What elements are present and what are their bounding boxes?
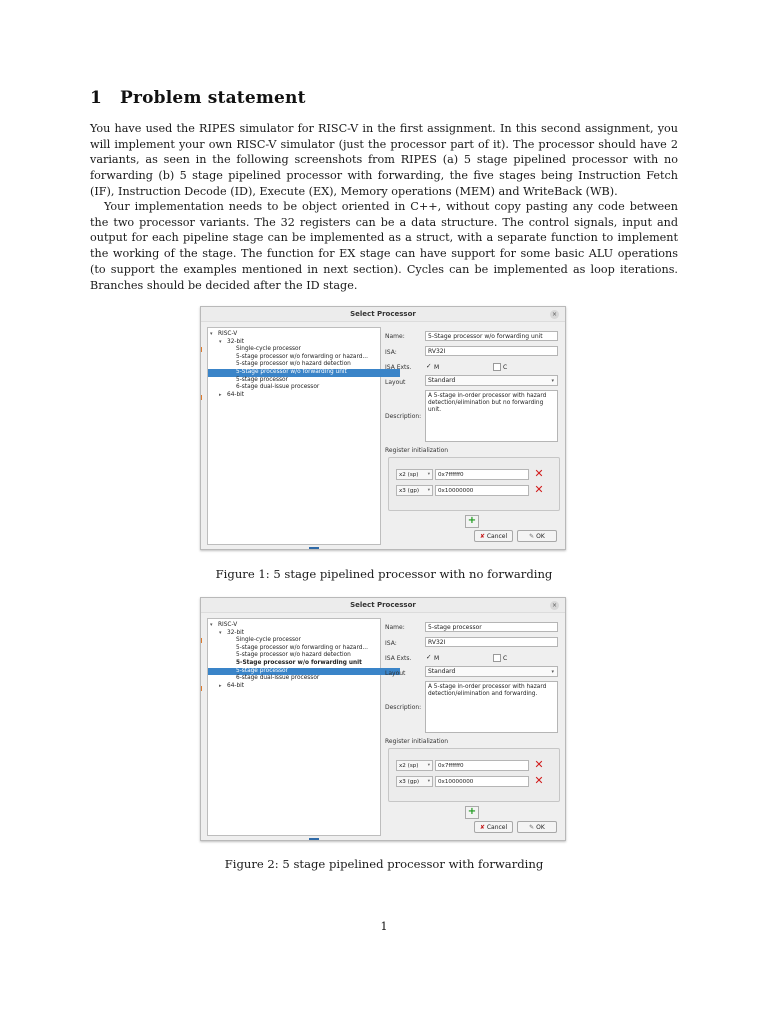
m-extension-check-icon[interactable]: ✓ xyxy=(426,362,432,370)
register-init-label: Register initialization xyxy=(385,447,449,454)
tree-item[interactable] xyxy=(208,377,400,385)
tree-item[interactable] xyxy=(208,622,382,630)
isa-label: ISA: xyxy=(385,640,397,647)
tree-item-label: 32-bit xyxy=(227,338,245,345)
c-extension-label: C xyxy=(503,364,508,371)
isa-exts-label: ISA Exts. xyxy=(385,364,412,371)
tree-item-label: 64-bit xyxy=(227,682,245,689)
c-extension-label: C xyxy=(503,655,508,662)
tree-item-label: 5-Stage processor w/o forwarding unit xyxy=(236,660,362,666)
cancel-icon: ✘ xyxy=(479,824,485,831)
cancel-label: Cancel xyxy=(486,533,508,540)
tree-item[interactable] xyxy=(208,637,400,645)
dialog-title: Select Processor xyxy=(201,598,565,613)
tree-item[interactable] xyxy=(208,392,391,400)
tree-item[interactable] xyxy=(208,645,400,653)
layout-select[interactable] xyxy=(425,666,558,677)
dialog-title: Select Processor xyxy=(201,307,565,322)
section-title: Problem statement xyxy=(120,88,306,108)
collapse-arrow-icon[interactable]: ▾ xyxy=(219,629,222,636)
register-select[interactable] xyxy=(396,760,433,771)
tree-item-label: 5-Stage processor w/o forwarding unit xyxy=(236,369,347,375)
chevron-down-icon: ▾ xyxy=(427,488,430,493)
name-field[interactable]: 5-Stage processor w/o forwarding unit xyxy=(425,331,558,341)
tree-item[interactable] xyxy=(208,683,391,691)
processor-tree[interactable] xyxy=(207,618,381,836)
isa-label: ISA: xyxy=(385,349,397,356)
ok-label: OK xyxy=(536,533,545,540)
tree-item[interactable] xyxy=(208,339,391,347)
c-extension-checkbox[interactable] xyxy=(493,654,501,662)
isa-field[interactable]: RV32I xyxy=(425,346,558,356)
tree-item[interactable] xyxy=(208,331,382,339)
chevron-down-icon: ▾ xyxy=(427,763,430,768)
close-icon[interactable]: × xyxy=(551,602,558,609)
chevron-down-icon: ▾ xyxy=(427,779,430,784)
ok-label: OK xyxy=(536,824,545,831)
cancel-button[interactable] xyxy=(474,821,513,833)
tree-item-label: 64-bit xyxy=(227,391,245,398)
tree-item-label: Single-cycle processor xyxy=(236,346,301,353)
register-select[interactable] xyxy=(396,485,433,496)
select-processor-dialog-1 xyxy=(200,306,566,550)
register-name: x3 (gp) xyxy=(399,779,420,785)
collapse-arrow-icon[interactable]: ▾ xyxy=(210,331,213,337)
side-marker xyxy=(200,347,202,352)
expand-arrow-icon[interactable]: ▸ xyxy=(219,391,222,398)
tree-item[interactable] xyxy=(208,660,400,668)
tree-item-label: 5-stage processor w/o hazard detection xyxy=(236,652,351,659)
tree-item[interactable] xyxy=(208,369,400,377)
page-number: 1 xyxy=(380,920,388,933)
window-edge-tab xyxy=(309,838,319,841)
side-marker xyxy=(200,686,202,691)
paragraph-intro: You have used the RIPES simulator for RISC-V in the first assignment. In this second assignment, you will implement your own RISC-V simulator (just the processor part of it). The processor should have 2 variants, as seen in the following screenshots from RIPES (a) 5 stage pipelined processor with no forwarding (b) 5 stage pipelined processor with forwarding, the five stages being Instruction Fetch (IF), Instruction Decode (ID), Execute (EX), Memory operations (MEM) and WriteBack (WB). xyxy=(90,122,678,198)
tree-item[interactable] xyxy=(208,652,400,660)
window-edge-tab xyxy=(309,547,319,550)
tree-item-label: 5-stage processor xyxy=(236,667,288,674)
delete-register-icon[interactable]: ✕ xyxy=(534,758,544,771)
tree-item-label: 5-stage processor w/o hazard detection xyxy=(236,361,351,368)
delete-register-icon[interactable]: ✕ xyxy=(534,467,544,480)
layout-label: Layout xyxy=(385,379,406,386)
processor-tree[interactable] xyxy=(207,327,381,545)
chevron-down-icon: ▾ xyxy=(427,472,430,477)
tree-item[interactable] xyxy=(208,630,391,638)
register-name: x2 (sp) xyxy=(399,763,419,769)
tree-item-label: 6-stage dual-issue processor xyxy=(236,384,320,391)
tree-item-label: RISC-V xyxy=(218,622,238,628)
register-name: x3 (gp) xyxy=(399,488,420,494)
add-register-button[interactable]: + xyxy=(465,515,479,528)
side-marker xyxy=(200,638,202,643)
tree-item[interactable] xyxy=(208,361,400,369)
name-label: Name: xyxy=(385,333,405,340)
isa-exts-label: ISA Exts. xyxy=(385,655,412,662)
cancel-icon: ✘ xyxy=(479,533,485,540)
section-number: 1 xyxy=(90,88,103,108)
chevron-down-icon: ▾ xyxy=(551,378,554,384)
ok-button[interactable] xyxy=(517,821,557,833)
description-field[interactable]: A 5-stage in-order processor with hazard detection/elimination but no forwarding unit. xyxy=(425,390,558,442)
delete-register-icon[interactable]: ✕ xyxy=(534,483,544,496)
register-value-field[interactable]: 0x7ffffff0 xyxy=(435,760,529,771)
cancel-label: Cancel xyxy=(486,824,508,831)
layout-value: Standard xyxy=(428,377,456,384)
tree-item[interactable] xyxy=(208,675,400,683)
description-field[interactable]: A 5-stage in-order processor with hazard detection/elimination and forwarding. xyxy=(425,681,558,733)
expand-arrow-icon[interactable]: ▸ xyxy=(219,682,222,689)
tree-item-label: 5-stage processor w/o forwarding or hazard... xyxy=(236,644,368,651)
tree-item[interactable] xyxy=(208,354,400,362)
select-processor-dialog-2 xyxy=(200,597,566,841)
chevron-down-icon: ▾ xyxy=(551,669,554,675)
tree-item-label: 5-stage processor w/o forwarding or hazard... xyxy=(236,353,368,360)
register-init-label: Register initialization xyxy=(385,738,449,745)
name-label: Name: xyxy=(385,624,405,631)
tree-item-label: 32-bit xyxy=(227,629,245,636)
m-extension-check-icon[interactable]: ✓ xyxy=(426,653,432,661)
tree-item-label: Single-cycle processor xyxy=(236,637,301,644)
c-extension-checkbox[interactable] xyxy=(493,363,501,371)
collapse-arrow-icon[interactable]: ▾ xyxy=(210,622,213,628)
register-value-field[interactable]: 0x7ffffff0 xyxy=(435,469,529,480)
register-value-field[interactable]: 0x10000000 xyxy=(435,485,529,496)
tree-item-label: RISC-V xyxy=(218,331,238,337)
register-select[interactable] xyxy=(396,776,433,787)
m-extension-label: M xyxy=(434,655,440,662)
collapse-arrow-icon[interactable]: ▾ xyxy=(219,338,222,345)
layout-label: Layout xyxy=(385,670,406,677)
name-field[interactable]: 5-stage processor xyxy=(425,622,558,632)
description-label: Description: xyxy=(385,704,422,711)
tree-item-label: 5-stage processor xyxy=(236,376,288,383)
tree-item[interactable] xyxy=(208,668,400,676)
figure-2-caption: Figure 2: 5 stage pipelined processor with forwarding xyxy=(224,857,544,871)
tree-item-label: 6-stage dual-issue processor xyxy=(236,675,320,682)
section-heading xyxy=(90,88,306,108)
close-icon[interactable]: × xyxy=(551,311,558,318)
register-value-field[interactable]: 0x10000000 xyxy=(435,776,529,787)
description-label: Description: xyxy=(385,413,422,420)
layout-select[interactable] xyxy=(425,375,558,386)
tree-item[interactable] xyxy=(208,384,400,392)
ok-icon: ✎ xyxy=(529,533,535,540)
register-name: x2 (sp) xyxy=(399,472,419,478)
add-register-button[interactable]: + xyxy=(465,806,479,819)
side-marker xyxy=(200,395,202,400)
ok-icon: ✎ xyxy=(529,824,535,831)
tree-item[interactable] xyxy=(208,346,400,354)
register-select[interactable] xyxy=(396,469,433,480)
delete-register-icon[interactable]: ✕ xyxy=(534,774,544,787)
cancel-button[interactable] xyxy=(474,530,513,542)
m-extension-label: M xyxy=(434,364,440,371)
figure-1-caption: Figure 1: 5 stage pipelined processor with no forwarding xyxy=(215,567,553,581)
ok-button[interactable] xyxy=(517,530,557,542)
paragraph-implementation: Your implementation needs to be object oriented in C++, without copy pasting any code between the two processor variants. The 32 registers can be a data structure. The control signals, input and output for each pipeline stage can be implemented as a struct, with a separate function to implement the working of the stage. The function for EX stage can have support for some basic ALU operations (to support the examples mentioned in next section). Cycles can be implemented as loop iterations. Branches should be decided after the ID stage. xyxy=(90,200,678,292)
isa-field[interactable]: RV32I xyxy=(425,637,558,647)
layout-value: Standard xyxy=(428,668,456,675)
